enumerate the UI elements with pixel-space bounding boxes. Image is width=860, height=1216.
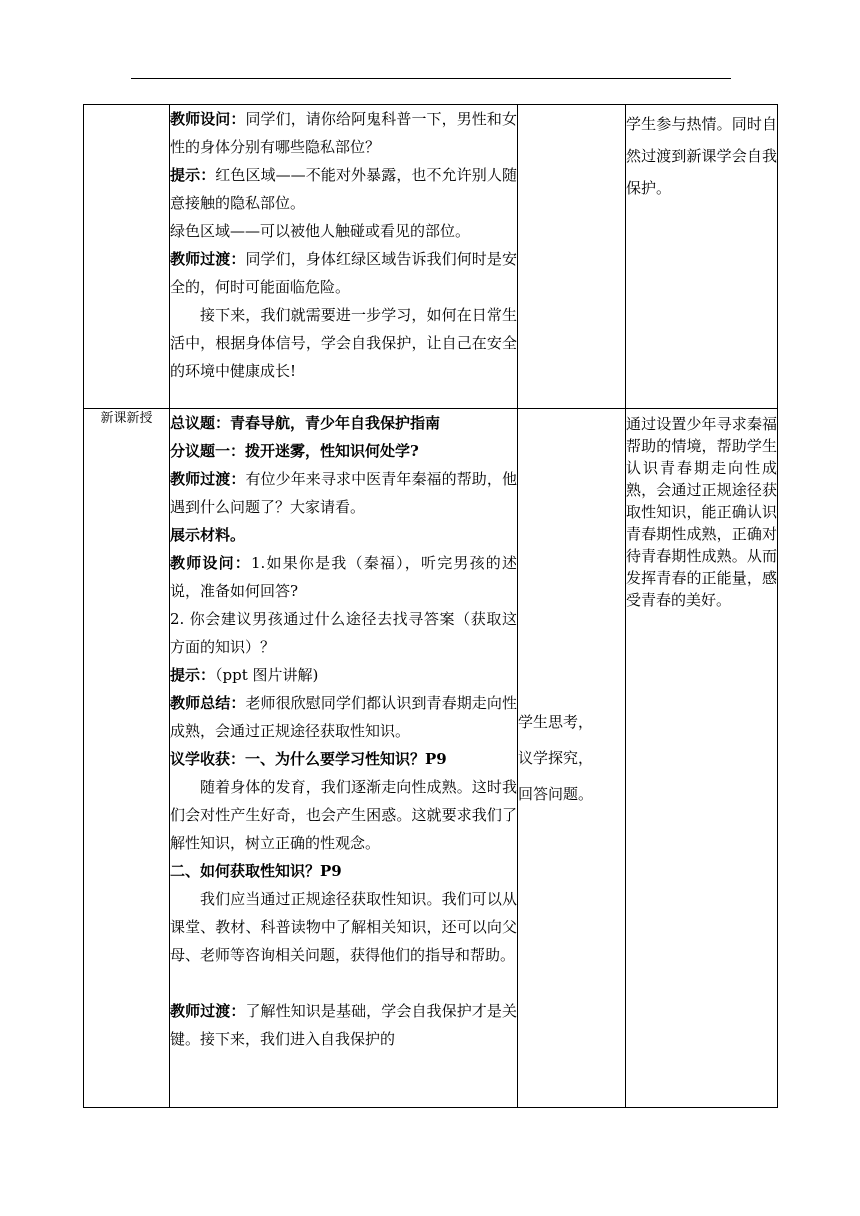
table-row [84,409,778,1108]
design-intent-cell: 通过设置少年寻求秦福帮助的情境，帮助学生认识青春期走向性成熟，会通过正规途径获取性知识，能正确认识青春期性成熟，正确对待青春期性成熟。从而发挥青春的正能量，感受青春的美好。 [626,409,778,1108]
student-activity-cell [518,409,626,1108]
activity-line: 回答问题。 [518,785,594,803]
activity-line: 议学探究， [518,749,594,767]
paragraph: 提示：红色区域——不能对外暴露，也不允许别人随意接触的隐私部位。 [170,166,517,212]
paragraph: 提示：（ppt 图片讲解) [170,666,319,684]
paragraph: 绿色区域——可以被他人触碰或看见的部位。 [170,222,471,240]
content-cell [170,409,518,1108]
activity-line: 学生思考， [518,713,594,731]
table-row [84,105,778,409]
label: 教师过渡： [170,470,246,488]
paragraph: 接下来，我们就需要进一步学习，如何在日常生活中，根据身体信号，学会自我保护，让自己在安全的环境中健康成长! [170,306,517,380]
paragraph: 教师过渡：有位少年来寻求中医青年秦福的帮助，他遇到什么问题了？大家请看。 [170,470,517,516]
header-rule [131,78,731,79]
stage-cell [84,105,170,409]
paragraph: 教师过渡：了解性知识是基础，学会自我保护才是关键。接下来，我们进入自我保护的 [170,1002,517,1048]
content-cell [170,105,518,409]
label: 教师过渡： [170,1002,246,1020]
paragraph: 2. 你会建议男孩通过什么途径去找寻答案（获取这方面的知识）？ [170,610,517,656]
label: 提示： [170,666,216,684]
subtopic-title: 分议题一：拨开迷雾，性知识何处学? [170,442,419,460]
design-intent-cell: 学生参与热情。同时自然过渡到新课学会自我保护。 [626,105,778,409]
label: 提示： [170,166,216,184]
label: 教师总结： [170,694,246,712]
lesson-plan-table [83,104,778,1108]
section-heading: 议学收获：一、为什么要学习性知识？P9 [170,750,447,768]
label: 教师设问： [170,110,246,128]
section-heading: 二、如何获取性知识？P9 [170,862,342,880]
stage-cell: 新课新授 [84,409,170,1108]
paragraph: 教师设问：同学们，请你给阿鬼科普一下，男性和女性的身体分别有哪些隐私部位？ [170,110,517,156]
paragraph: 展示材料。 [170,526,246,544]
label: 教师设问： [170,554,251,572]
paragraph: 随着身体的发育，我们逐渐走向性成熟。这时我们会对性产生好奇，也会产生困惑。这就要求我们了解性知识，树立正确的性观念。 [170,778,517,852]
paragraph: 教师过渡：同学们，身体红绿区域告诉我们何时是安全的，何时可能面临危险。 [170,250,517,296]
paragraph: 我们应当通过正规途径获取性知识。我们可以从课堂、教材、科普读物中了解相关知识，还可以向父母、老师等咨询相关问题，获得他们的指导和帮助。 [170,890,517,964]
paragraph: 教师设问：1.如果你是我（秦福），听完男孩的述说，准备如何回答? [170,554,517,600]
paragraph: 教师总结：老师很欣慰同学们都认识到青春期走向性成熟，会通过正规途径获取性知识。 [170,694,517,740]
label: 教师过渡： [170,250,246,268]
topic-title: 总议题：青春导航，青少年自我保护指南 [170,414,441,432]
student-activity-cell [518,105,626,409]
